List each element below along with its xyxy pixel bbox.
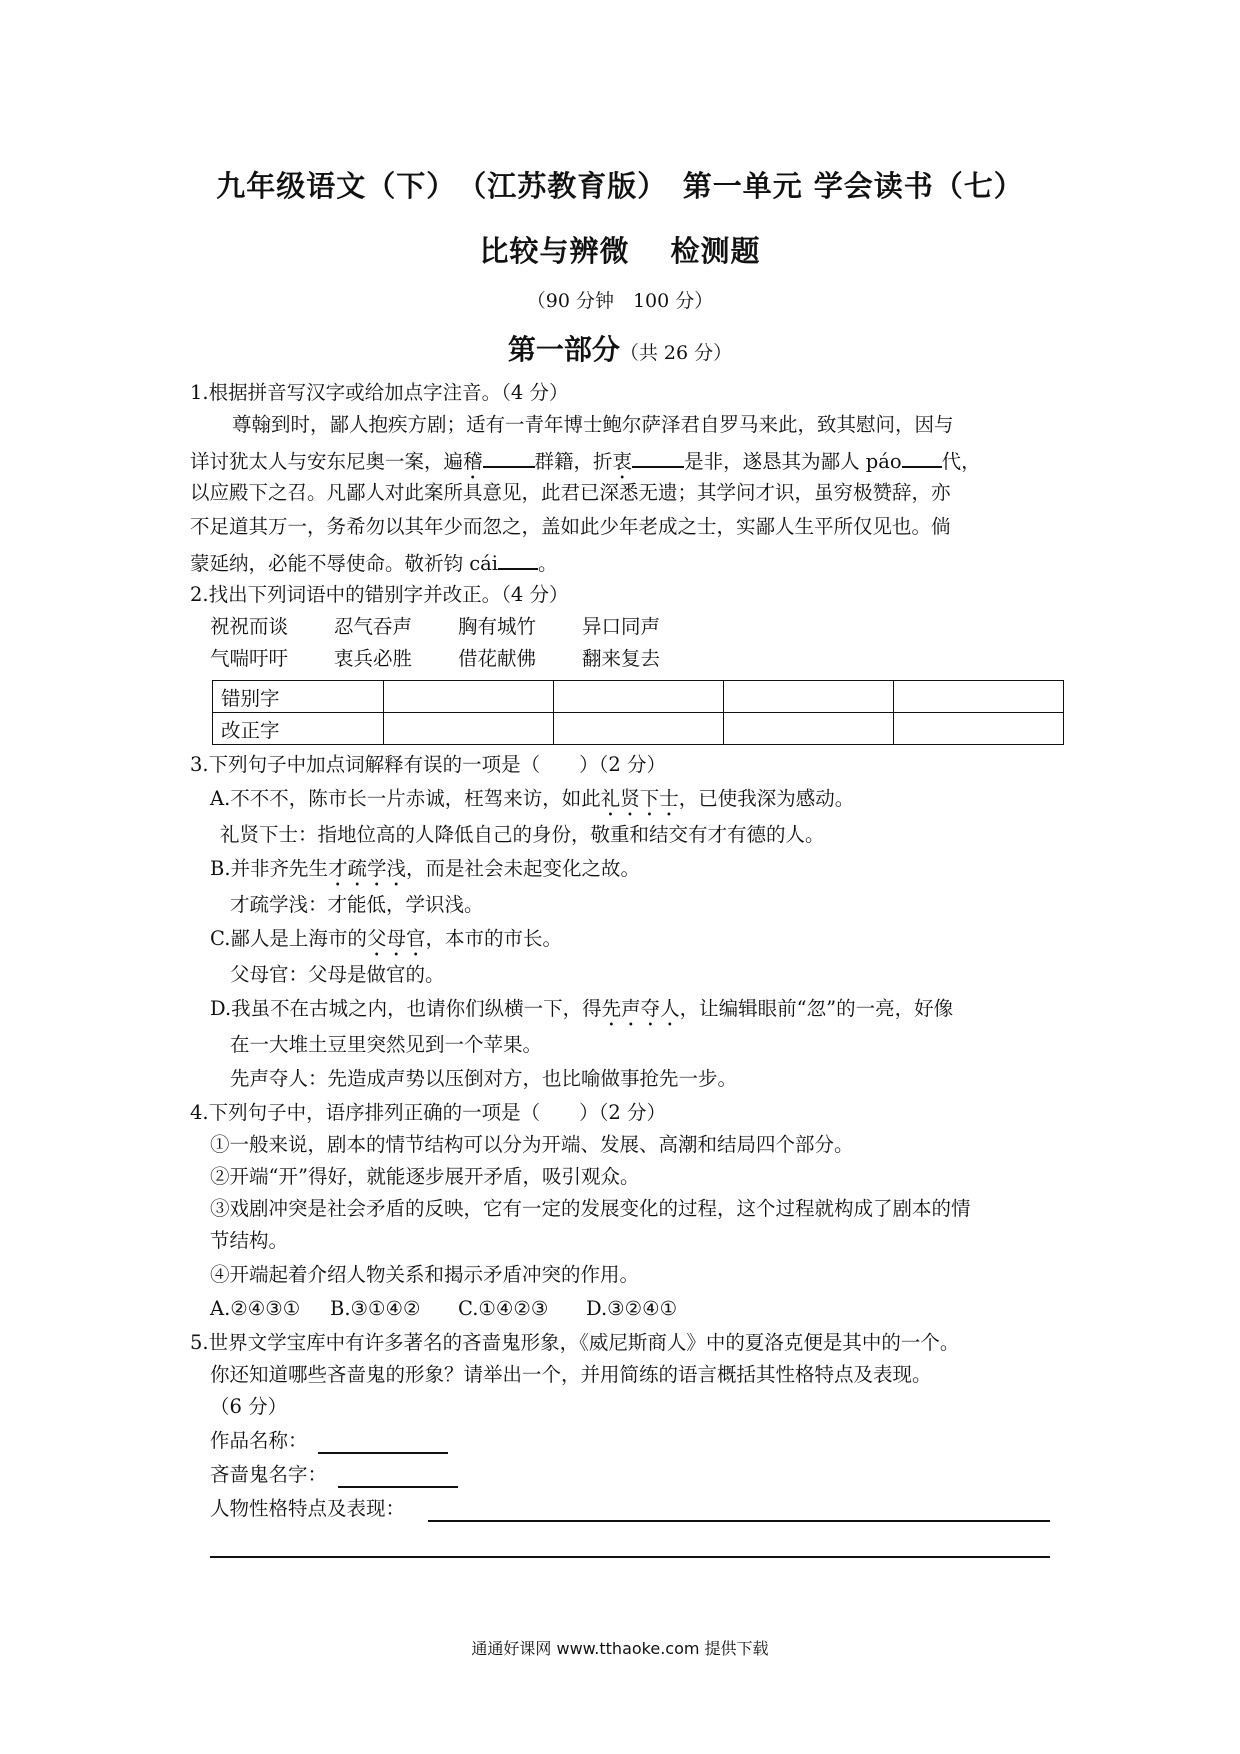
table-cell[interactable] — [894, 681, 1064, 713]
dotted-phrase: 才疏学浅 — [328, 857, 407, 880]
miser-name-blank[interactable] — [338, 1486, 458, 1488]
dotted-phrase: 礼贤下士 — [600, 787, 679, 810]
table-cell[interactable] — [384, 681, 554, 713]
work-name-label: 作品名称： — [210, 1429, 308, 1452]
q3-explain-c: 父母官：父母是做官的。 — [230, 963, 445, 986]
q3-stem: 3.下列句子中加点词解释有误的一项是（ ）（2 分） — [190, 753, 666, 776]
blank-1[interactable] — [483, 446, 535, 468]
q3-explain-d: 先声夺人：先造成声势以压倒对方，也比喻做事抢先一步。 — [230, 1067, 738, 1090]
q3-option-a: A.不不不，陈市长一片赤诚，枉驾来访，如此礼贤下士，已使我深为感动。 — [210, 787, 855, 810]
table-cell[interactable] — [554, 681, 724, 713]
dotted-char-zhong: 衷 — [612, 450, 633, 473]
part-heading — [190, 328, 1050, 368]
exam-title: 九年级语文（下） （江苏教育版） 第一单元 学会读书（七） — [216, 169, 1024, 203]
q3-option-b: B.并非齐先生才疏学浅，而是社会未起变化之故。 — [210, 857, 641, 880]
table-header-correct: 改正字 — [213, 713, 384, 745]
q3-explain-a: 礼贤下士：指地位高的人降低自己的身份，敬重和结交有才有德的人。 — [220, 823, 825, 846]
option-b[interactable]: B.③①④② — [330, 1297, 421, 1320]
exam-subtitle: 比较与辨微 检测题 — [479, 234, 761, 268]
q1-line-5: 蒙延纳，必能不辱使命。敬祈钧 cái 。 — [190, 548, 558, 577]
q1-stem: 1.根据拼音写汉字或给加点字注音。（4 分） — [190, 381, 569, 404]
time-score: （90 分钟 100 分） — [526, 290, 714, 312]
q1-line-3: 以应殿下之召。凡鄙人对此案所具意见，此君已深悉无遗；其学问才识，虽穷极赞辞，亦 — [190, 481, 951, 504]
q4-sentence-3-cont: 节结构。 — [210, 1229, 289, 1252]
table-header-wrong: 错别字 — [213, 681, 384, 713]
table-cell[interactable] — [724, 713, 894, 745]
blank-3[interactable] — [902, 446, 942, 468]
q5-line-3: （6 分） — [210, 1395, 288, 1418]
q3-option-c: C.鄙人是上海市的父母官，本市的市长。 — [210, 927, 562, 950]
miser-name-label: 吝啬鬼名字： — [210, 1463, 328, 1486]
table-cell[interactable] — [724, 681, 894, 713]
correction-table — [212, 680, 1064, 745]
trait-label: 人物性格特点及表现： — [210, 1497, 406, 1520]
table-cell[interactable] — [554, 713, 724, 745]
option-d[interactable]: D.③②④① — [586, 1297, 678, 1320]
blank-4[interactable] — [498, 548, 538, 570]
q4-sentence-1: ①一般来说，剧本的情节结构可以分为开端、发展、高潮和结局四个部分。 — [210, 1133, 854, 1156]
table-cell[interactable] — [894, 713, 1064, 745]
option-c[interactable]: C.①④②③ — [458, 1297, 549, 1320]
word: 异口同声 — [582, 615, 661, 638]
dotted-phrase: 先声夺人 — [601, 997, 680, 1020]
dotted-phrase: 父母官 — [366, 927, 426, 950]
part-title: 第一部分 — [507, 333, 620, 366]
q1-line-2: 详讨犹太人与安东尼奥一案，遍稽 群籍，折衷 是非，遂恳其为鄙人 páo 代， — [190, 446, 981, 484]
q2-stem: 2.找出下列词语中的错别字并改正。（4 分） — [190, 583, 569, 606]
q2-words-row-2 — [210, 646, 706, 672]
q5-line-2: 你还知道哪些吝啬鬼的形象？请举出一个，并用简练的语言概括其性格特点及表现。 — [210, 1363, 932, 1386]
word: 胸有城竹 — [458, 615, 537, 638]
q3-option-d-cont: 在一大堆土豆里突然见到一个苹果。 — [230, 1033, 543, 1056]
part-score: （共 26 分） — [619, 342, 733, 364]
q3-option-d: D.我虽不在古城之内，也请你们纵横一下，得先声夺人，让编辑眼前“忽”的一亮，好像 — [210, 997, 954, 1020]
trait-blank-2[interactable] — [210, 1556, 1050, 1558]
dotted-char-ji: 稽 — [463, 450, 483, 473]
q4-sentence-3: ③戏剧冲突是社会矛盾的反映，它有一定的发展变化的过程，这个过程就构成了剧本的情 — [210, 1197, 971, 1220]
table-row — [213, 713, 1064, 745]
word: 翻来复去 — [582, 647, 661, 670]
q2-words-row-1 — [210, 614, 706, 640]
trait-blank-1[interactable] — [428, 1520, 1050, 1522]
word: 气喘吁吁 — [210, 647, 289, 670]
q1-line-4: 不足道其万一，务希勿以其年少而忽之，盖如此少年老成之士，实鄙人生平所仅见也。倘 — [190, 515, 951, 538]
q3-explain-b: 才疏学浅：才能低，学识浅。 — [230, 893, 484, 916]
q4-sentence-4: ④开端起着介绍人物关系和揭示矛盾冲突的作用。 — [210, 1263, 640, 1286]
footer-source: 通通好课网 www.tthaoke.com 提供下载 — [471, 1639, 769, 1658]
q1-line-1: 尊翰到时，鄙人抱疾方剧；适有一青年博士鲍尔萨泽君自罗马来此，致其慰问，因与 — [232, 413, 954, 436]
option-a[interactable]: A.②④③① — [210, 1297, 301, 1320]
q4-sentence-2: ②开端“开”得好，就能逐步展开矛盾，吸引观众。 — [210, 1165, 640, 1188]
word: 借花献佛 — [458, 647, 537, 670]
q4-stem: 4.下列句子中，语序排列正确的一项是（ ）（2 分） — [190, 1101, 666, 1124]
q4-options — [210, 1296, 706, 1322]
q5-line-1: 5.世界文学宝库中有许多著名的吝啬鬼形象，《威尼斯商人》中的夏洛克便是其中的一个。 — [190, 1331, 960, 1354]
work-name-blank[interactable] — [318, 1452, 448, 1454]
word: 衷兵必胜 — [334, 647, 413, 670]
word: 祝祝而谈 — [210, 615, 289, 638]
table-row — [213, 681, 1064, 713]
blank-2[interactable] — [632, 446, 684, 468]
word: 忍气吞声 — [334, 615, 413, 638]
table-cell[interactable] — [384, 713, 554, 745]
